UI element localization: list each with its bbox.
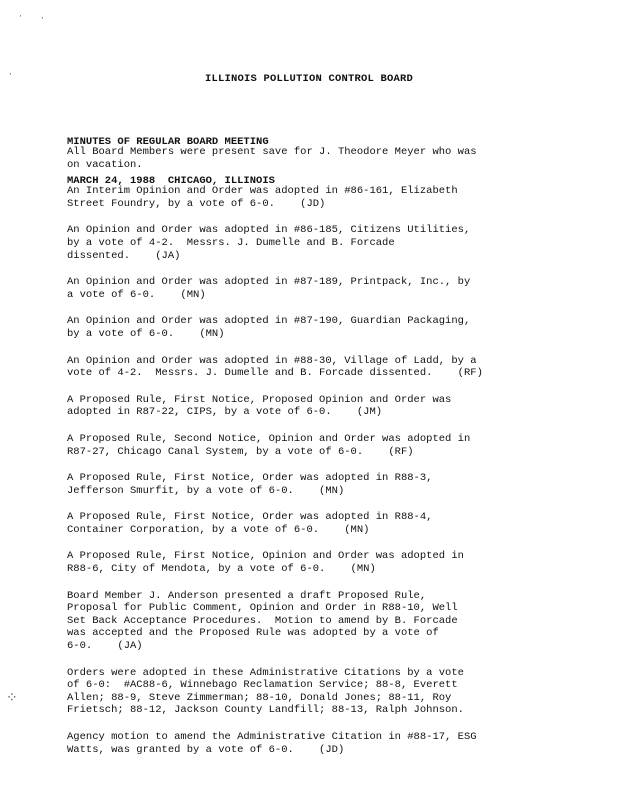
paragraph-r88-3: A Proposed Rule, First Notice, Order was adopted in R88-3, Jefferson Smurfit, by a vote of 6-0. (MN) bbox=[67, 472, 433, 497]
paragraph-r88-10: Board Member J. Anderson presented a draft Proposed Rule, Proposal for Public Comment, Opinion and Order in R88-10, Well Set Back Acceptance Procedures. Motion to amend by B. Forcade was accepted and the Proposed Rule was adopted by a vote of 6-0. (JA) bbox=[67, 589, 458, 653]
minutes-body bbox=[67, 146, 547, 770]
paragraph-88-17: Agency motion to amend the Administrative Citation in #88-17, ESG Watts, was granted by a vote of 6-0. (JD) bbox=[67, 731, 477, 756]
paragraph-86-185: An Opinion and Order was adopted in #86-185, Citizens Utilities, by a vote of 4-2. Messrs. J. Dumelle and B. Forcade dissented. (JA) bbox=[67, 224, 471, 262]
paragraph-r88-6: A Proposed Rule, First Notice, Opinion and Order was adopted in R88-6, City of Mendota, by a vote of 6-0. (MN) bbox=[67, 550, 464, 576]
paragraph-87-190: An Opinion and Order was adopted in #87-190, Guardian Packaging, by a vote of 6-0. (MN) bbox=[67, 315, 471, 340]
scan-speck: · bbox=[40, 14, 45, 23]
paragraph-86-161: An Interim Opinion and Order was adopted in #86-161, Elizabeth Street Foundry, by a vote of 6-0. (JD) bbox=[67, 185, 458, 210]
paragraph-admin-citations: Orders were adopted in these Administrative Citations by a vote of 6-0: #AC88-6, Winnebago Reclamation Service; 88-8, Everett Allen; 88-9, Steve Zimmerman; 88-10, Donald Jones; 88-11, Roy Frietsch; 88-12, Jackson County Landfill; 88-13, Ralph Johnson. bbox=[67, 666, 464, 717]
paragraph-r87-27: A Proposed Rule, Second Notice, Opinion and Order was adopted in R87-27, Chicago Canal System, by a vote of 6-0. (RF) bbox=[67, 432, 471, 458]
board-title: ILLINOIS POLLUTION CONTROL BOARD bbox=[204, 73, 414, 85]
minutes-title: MINUTES OF REGULAR BOARD MEETING bbox=[67, 136, 269, 148]
paragraph-r88-4: A Proposed Rule, First Notice, Order was adopted in R88-4, Container Corporation, by a vote of 6-0. (MN) bbox=[67, 511, 433, 536]
scan-speck: ⁘ bbox=[6, 691, 18, 707]
meeting-date-location: MARCH 24, 1988 CHICAGO, ILLINOIS bbox=[67, 175, 275, 187]
paragraph-88-30: An Opinion and Order was adopted in #88-30, Village of Ladd, by a vote of 4-2. Messrs. J. Dumelle and B. Forcade dissented. (RF) bbox=[67, 354, 483, 380]
paragraph-r87-22: A Proposed Rule, First Notice, Proposed Opinion and Order was adopted in R87-22, CIPS, by a vote of 6-0. (JM) bbox=[67, 393, 452, 419]
paragraph-87-189: An Opinion and Order was adopted in #87-189, Printpack, Inc., by a vote of 6-0. (MN) bbox=[67, 276, 471, 301]
scan-speck: · bbox=[8, 70, 13, 79]
paragraph-attendance: All Board Members were present save for J. Theodore Meyer who was on vacation. bbox=[67, 146, 477, 171]
scan-speck: · bbox=[18, 12, 23, 21]
